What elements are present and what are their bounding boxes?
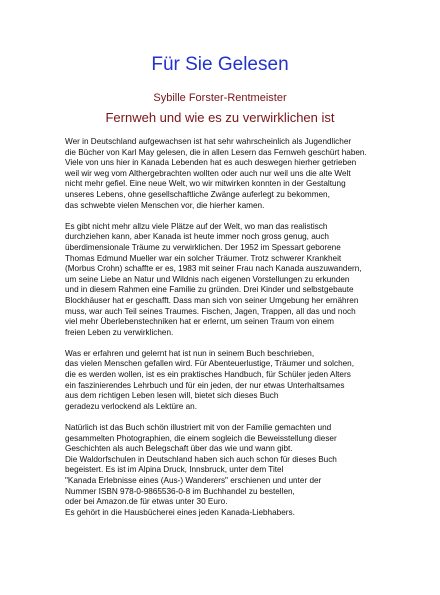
- paragraph-2: [65, 222, 437, 339]
- text-line: viel mehr Überlebenstechniken hat er erlernt, um seinen Traum von einem: [65, 317, 334, 327]
- text-line: Wer in Deutschland aufgewachsen ist hat sehr wahrscheinlich als Jugendlicher: [65, 137, 352, 146]
- text-line: Geschichten als auch Belegschaft über das wie und wann gibt.: [65, 444, 293, 454]
- text-line: Natürlich ist das Buch schön illustriert mit von der Familie gemachten und: [65, 423, 332, 433]
- author-name: Sybille Forster-Rentmeister: [153, 92, 287, 104]
- text-line: begeistert. Es ist im Alpina Druck, Innsbruck, unter dem Titel: [65, 465, 284, 475]
- paragraph-4: [65, 423, 437, 518]
- text-line: (Morbus Crohn) schaffte er es, 1983 mit seiner Frau nach Kanada auszuwandern,: [65, 264, 362, 274]
- text-line: Es gehört in die Hausbücherei eines jeden Kanada-Liebhabers.: [65, 507, 295, 517]
- text-line: das vielen Menschen gefallen wird. Für Abenteuerlustige, Träumer und solchen,: [65, 359, 354, 369]
- text-line: nicht mehr gefiel. Eine neue Welt, wo wir mitwirken konnten in der Gestaltung: [65, 179, 346, 189]
- text-line: Was er erfahren und gelernt hat ist nun in seinem Buch beschrieben,: [65, 348, 315, 358]
- text-line: Thomas Edmund Mueller war ein solcher Träumer. Trotz schwerer Krankheit: [65, 253, 342, 263]
- page-title: Für Sie Gelesen: [151, 54, 289, 75]
- paragraph-1: [65, 137, 437, 211]
- text-line: unseres Lebens, ohne gesellschaftliche Zwänge auferlegt zu bekommen,: [65, 189, 330, 199]
- text-line: Die Waldorfschulen in Deutschland haben sich auch schon für dieses Buch: [65, 454, 337, 464]
- text-line: durchziehen kann, aber Kanada ist heute immer noch gross genug, auch: [65, 232, 329, 242]
- text-line: Nummer ISBN 978-0-9865536-0-8 im Buchhandel zu bestellen,: [65, 486, 295, 496]
- text-line: das schwebte vielen Menschen vor, die hierher kamen.: [65, 200, 265, 210]
- text-line: Viele von uns hier in Kanada Lebenden hat es auch deswegen hierher getrieben: [65, 158, 357, 168]
- text-line: die es werden wollen, ist es ein praktisches Handbuch, für Schüler jeden Alters: [65, 370, 351, 380]
- text-line: freien Leben zu verwirklichen.: [65, 327, 174, 337]
- text-line: oder bei Amazon.de für etwas unter 30 Euro.: [65, 497, 228, 507]
- text-line: weil wir weg vom Althergebrachten wollten oder auch nur weil uns die alte Welt: [65, 168, 351, 178]
- paragraph-3: [65, 349, 437, 413]
- text-line: überdimensionale Träume zu verwirklichen. Der 1952 im Spessart geborene: [65, 242, 341, 252]
- text-line: Es gibt nicht mehr allzu viele Plätze auf der Welt, wo man das realistisch: [65, 221, 328, 231]
- text-line: um seine Liebe an Natur und Wildnis nach eigenen Vorstellungen zu erkunden: [65, 274, 350, 284]
- text-line: die Bücher von Karl May gelesen, die in allen Lesern das Fernweh geschürt haben.: [65, 147, 367, 157]
- text-line: geradezu verlockend als Lektüre an.: [65, 401, 197, 411]
- article-subtitle: Fernweh und wie es zu verwirklichen ist: [105, 110, 335, 125]
- text-line: aus dem richtigen Leben lesen will, bietet sich dieses Buch: [65, 391, 279, 401]
- article-body: [65, 137, 437, 529]
- text-line: muss, war auch Teil seines Traumes. Fischen, Jagen, Trappen, all das und noch: [65, 306, 356, 316]
- text-line: ein faszinierendes Lehrbuch und für ein jeden, der nur etwas Unterhaltsames: [65, 380, 345, 390]
- text-line: Blockhäuser hat er geschafft. Dass man sich von seiner Umgebung her ernähren: [65, 295, 359, 305]
- text-line: gesammelten Photographien, die einem sogleich die Beweisstellung dieser: [65, 433, 337, 443]
- text-line: "Kanada Erlebnisse eines (Aus-) Wanderers" erschienen und unter der: [65, 476, 322, 485]
- text-line: und in diesem Rahmen eine Familie zu gründen. Drei Kinder und selbstgebaute: [65, 285, 354, 295]
